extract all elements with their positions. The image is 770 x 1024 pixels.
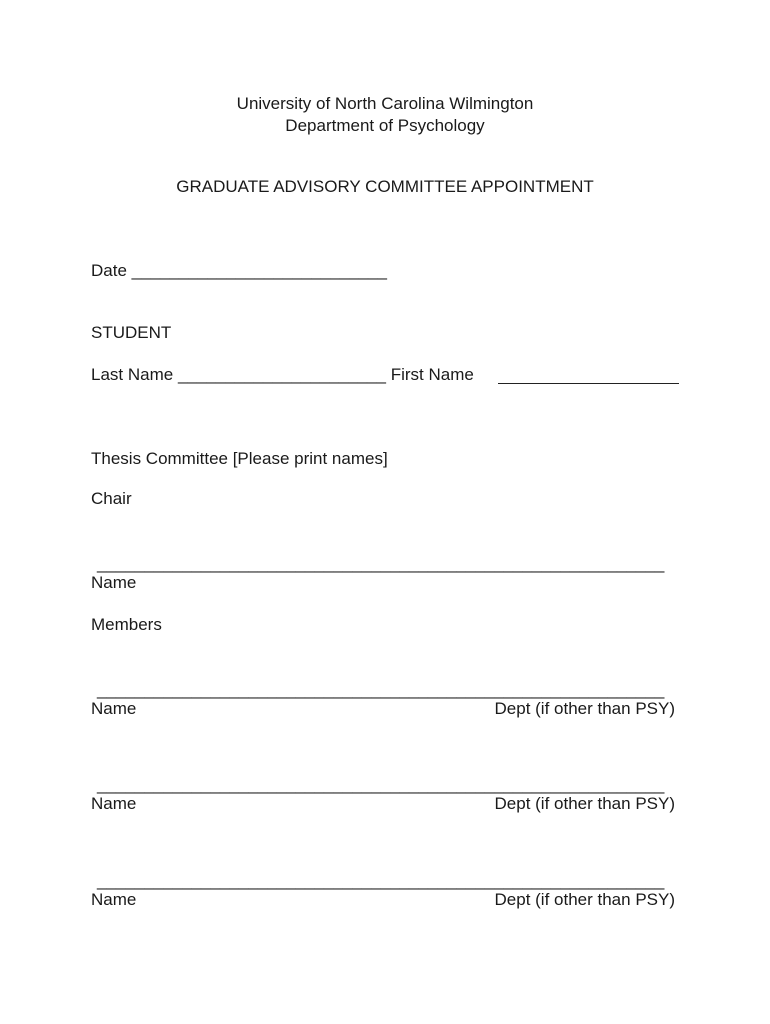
university-name: University of North Carolina Wilmington <box>236 94 534 113</box>
chair-name-label: Name <box>91 573 137 592</box>
date-blank[interactable]: ___________________________ <box>131 261 387 280</box>
department-name: Department of Psychology <box>285 116 485 135</box>
member-dept-label: Dept (if other than PSY) <box>494 794 675 813</box>
last-name-field[interactable] <box>91 365 474 385</box>
member-name-label: Name <box>91 699 137 718</box>
date-label: Date <box>91 261 127 280</box>
member-name-blank[interactable]: ____________________________________________________________ <box>97 680 665 699</box>
committee-heading: Thesis Committee [Please print names] <box>91 449 388 468</box>
first-name-label: First Name <box>390 365 474 384</box>
last-name-blank[interactable]: ______________________ <box>177 365 386 384</box>
first-name-blank[interactable] <box>498 383 679 384</box>
last-name-label: Last Name <box>91 365 174 384</box>
chair-label: Chair <box>91 489 132 508</box>
date-field[interactable] <box>91 261 387 281</box>
member-dept-label: Dept (if other than PSY) <box>494 699 675 718</box>
member-name-label: Name <box>91 794 137 813</box>
member-name-blank[interactable]: ____________________________________________________________ <box>97 871 665 890</box>
members-label: Members <box>91 615 162 634</box>
member-dept-label: Dept (if other than PSY) <box>494 890 675 909</box>
member-name-label: Name <box>91 890 137 909</box>
chair-name-blank[interactable]: ____________________________________________________________ <box>97 554 665 573</box>
member-name-blank[interactable]: ____________________________________________________________ <box>97 775 665 794</box>
form-title: GRADUATE ADVISORY COMMITTEE APPOINTMENT <box>176 177 594 196</box>
student-heading: STUDENT <box>91 323 172 342</box>
